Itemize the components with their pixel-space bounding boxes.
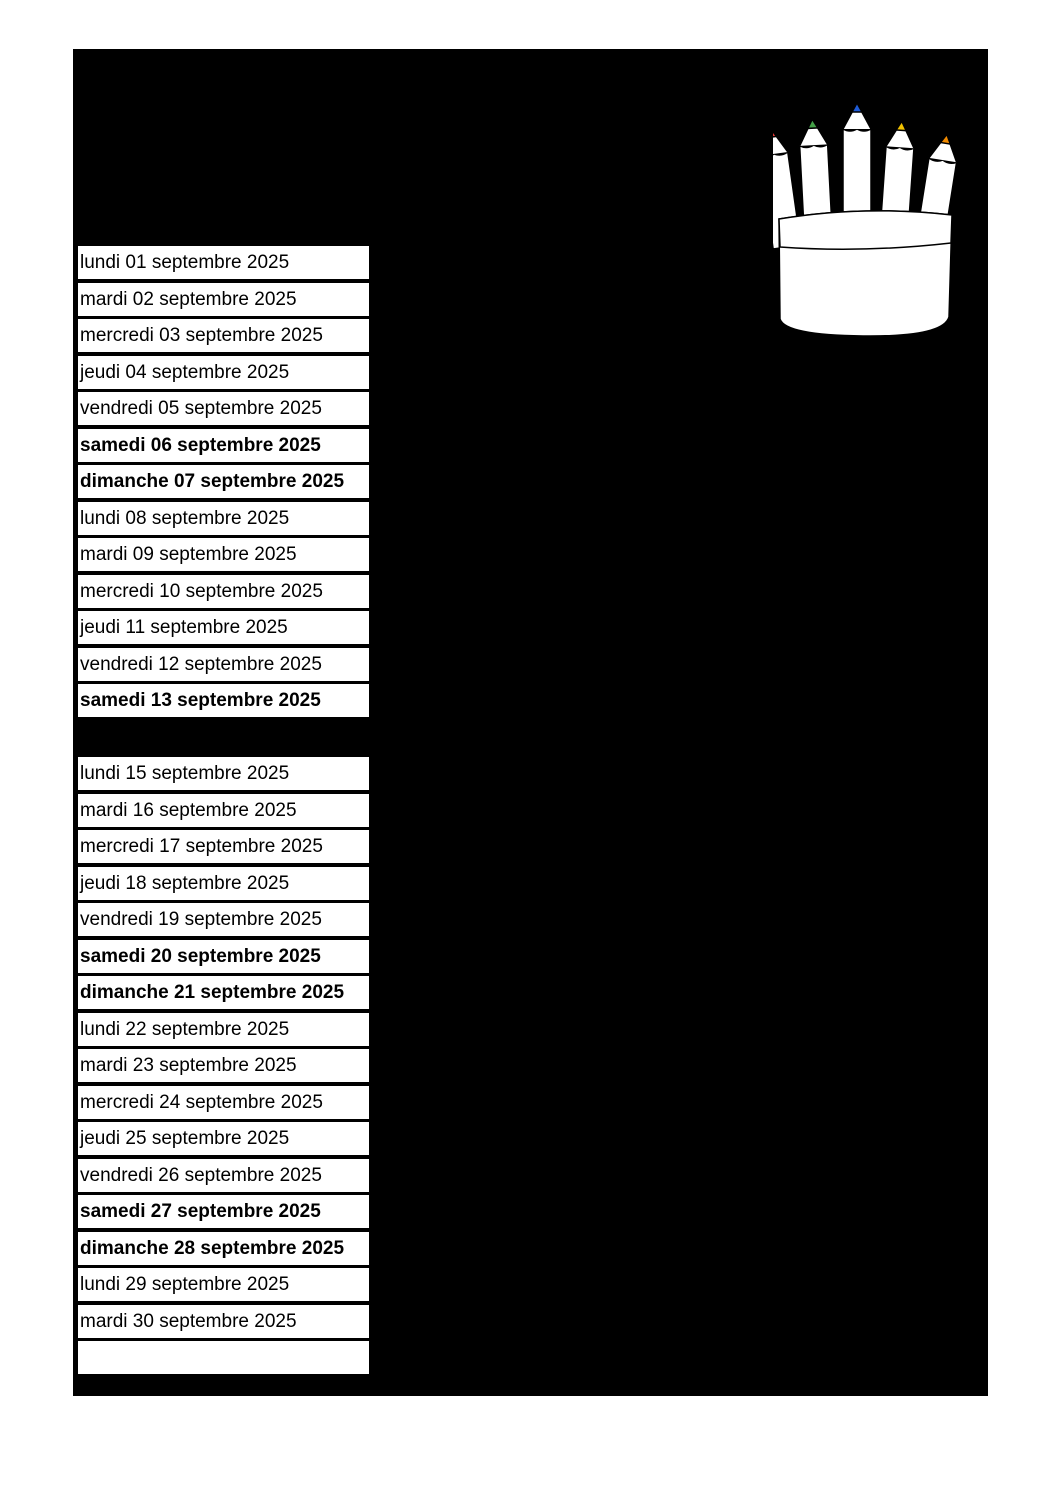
- day-row: mercredi 03 septembre 2025: [78, 319, 369, 352]
- day-row: mercredi 17 septembre 2025: [78, 830, 369, 863]
- day-row: lundi 29 septembre 2025: [78, 1268, 369, 1301]
- pencil-pot-icon: [773, 97, 963, 347]
- day-row: jeudi 25 septembre 2025: [78, 1122, 369, 1155]
- day-row: lundi 22 septembre 2025: [78, 1013, 369, 1046]
- day-row: lundi 15 septembre 2025: [78, 757, 369, 790]
- day-row: samedi 20 septembre 2025: [78, 940, 369, 973]
- day-row: mercredi 10 septembre 2025: [78, 575, 369, 608]
- day-row: jeudi 11 septembre 2025: [78, 611, 369, 644]
- day-row: mardi 23 septembre 2025: [78, 1049, 369, 1082]
- day-row: lundi 01 septembre 2025: [78, 246, 369, 279]
- day-row: [78, 1341, 369, 1374]
- day-row: dimanche 07 septembre 2025: [78, 465, 369, 498]
- day-row: dimanche 28 septembre 2025: [78, 1232, 369, 1265]
- day-row: samedi 13 septembre 2025: [78, 684, 369, 717]
- day-row: jeudi 18 septembre 2025: [78, 867, 369, 900]
- day-row: mardi 09 septembre 2025: [78, 538, 369, 571]
- day-row: dimanche 21 septembre 2025: [78, 976, 369, 1009]
- day-row: samedi 06 septembre 2025: [78, 429, 369, 462]
- day-row: lundi 08 septembre 2025: [78, 502, 369, 535]
- day-row: mardi 02 septembre 2025: [78, 283, 369, 316]
- day-row: mardi 16 septembre 2025: [78, 794, 369, 827]
- day-row: vendredi 19 septembre 2025: [78, 903, 369, 936]
- day-row: vendredi 05 septembre 2025: [78, 392, 369, 425]
- day-row: jeudi 04 septembre 2025: [78, 356, 369, 389]
- day-row: vendredi 12 septembre 2025: [78, 648, 369, 681]
- day-row: mardi 30 septembre 2025: [78, 1305, 369, 1338]
- calendar-sheet: [73, 49, 988, 1396]
- day-row: samedi 27 septembre 2025: [78, 1195, 369, 1228]
- day-row: vendredi 26 septembre 2025: [78, 1159, 369, 1192]
- day-row: mercredi 24 septembre 2025: [78, 1086, 369, 1119]
